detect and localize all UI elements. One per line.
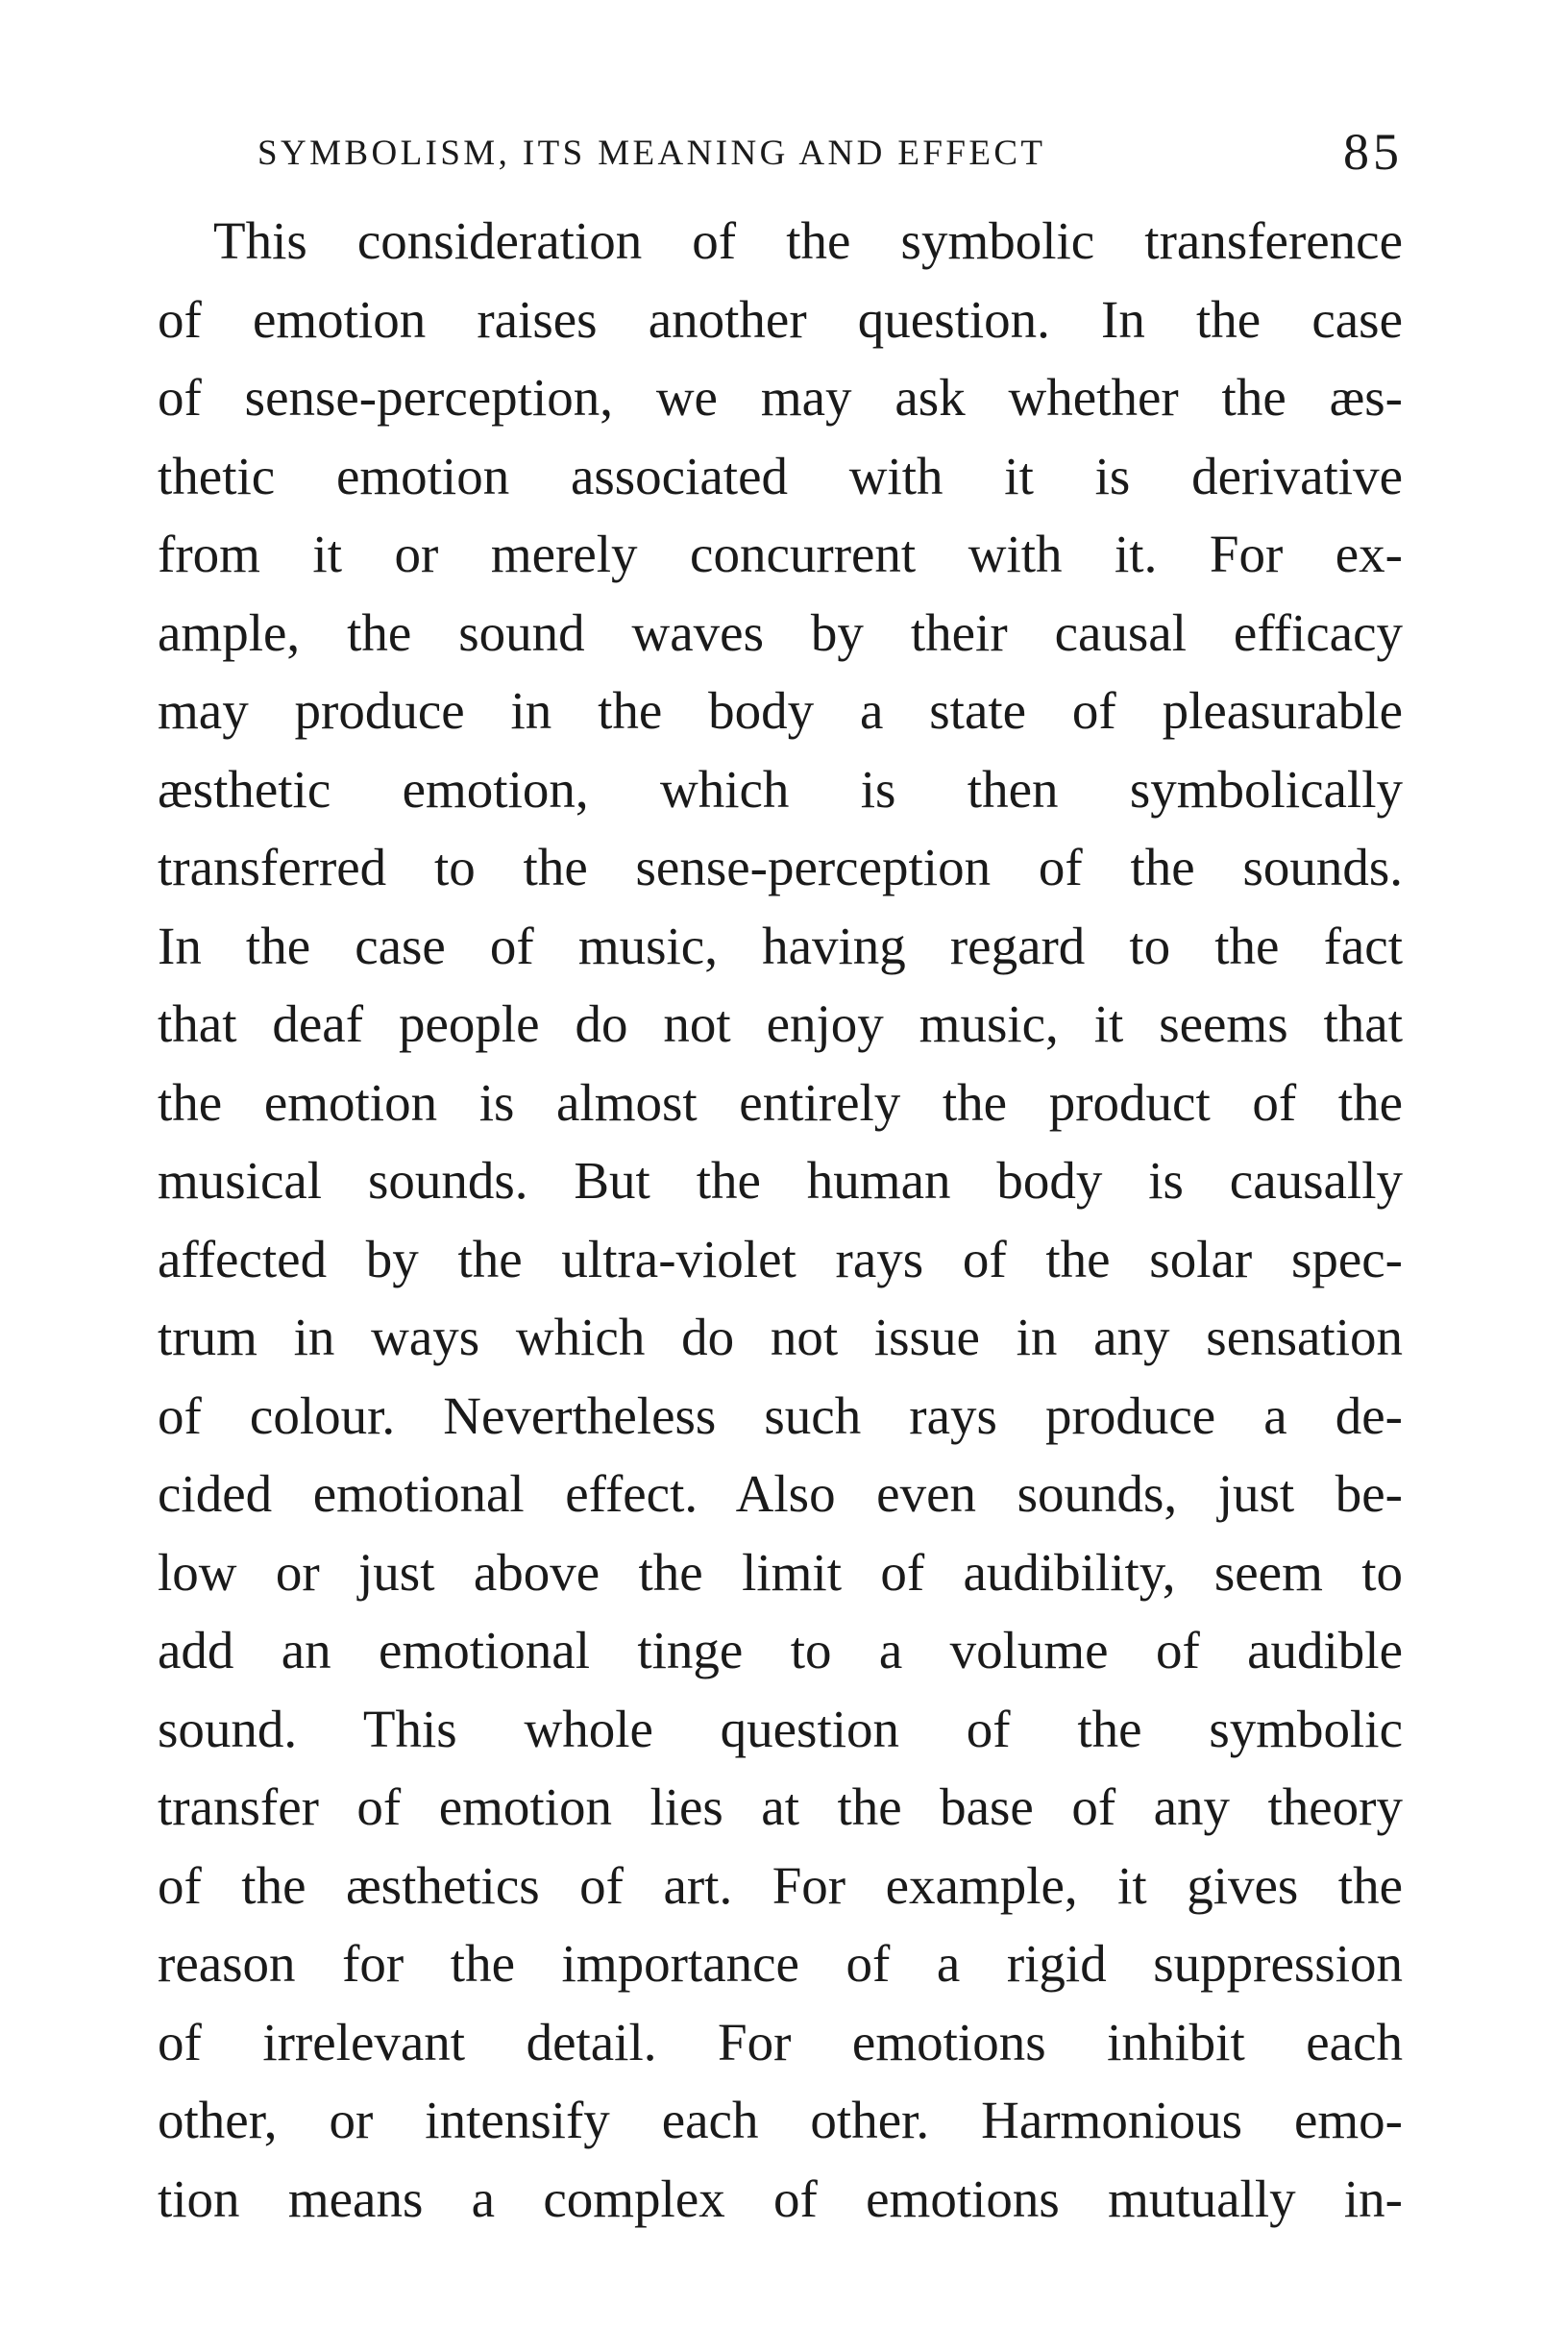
text-line: musical sounds. But the human body is causally xyxy=(158,1151,1403,1210)
text-line: This consideration of the symbolic transference xyxy=(213,211,1403,270)
page-number: 85 xyxy=(1343,123,1403,181)
body-text xyxy=(158,202,1403,2238)
text-line: sound. This whole question of the symbolic xyxy=(158,1699,1403,1758)
text-line: cided emotional effect. Also even sounds, just be- xyxy=(158,1464,1403,1523)
text-line: of irrelevant detail. For emotions inhibit each xyxy=(158,2012,1403,2071)
text-line: In the case of music, having regard to the fact xyxy=(158,916,1403,975)
text-line: of emotion raises another question. In the case xyxy=(158,289,1403,349)
text-line: the emotion is almost entirely the product of the xyxy=(158,1072,1403,1132)
text-line: of colour. Nevertheless such rays produce a de- xyxy=(158,1385,1403,1445)
text-line: low or just above the limit of audibility, seem to xyxy=(158,1542,1403,1602)
running-head xyxy=(257,123,1403,184)
text-line: transferred to the sense-perception of the sounds. xyxy=(158,838,1403,896)
text-line: other, or intensify each other. Harmonious emo- xyxy=(158,2091,1403,2149)
text-line: from it or merely concurrent with it. For ex- xyxy=(158,525,1403,583)
text-line: that deaf people do not enjoy music, it seems that xyxy=(158,994,1403,1053)
text-line: of sense-perception, we may ask whether the æs- xyxy=(158,368,1403,427)
text-line: transfer of emotion lies at the base of any theory xyxy=(158,1777,1403,1836)
running-title: SYMBOLISM, ITS MEANING AND EFFECT xyxy=(257,134,1046,173)
text-line: may produce in the body a state of pleasurable xyxy=(158,681,1403,740)
text-line: thetic emotion associated with it is derivative xyxy=(158,446,1403,505)
text-line: of the æsthetics of art. For example, it gives the xyxy=(158,1855,1403,1915)
text-line: affected by the ultra-violet rays of the solar spec- xyxy=(158,1229,1403,1288)
text-line: ample, the sound waves by their causal efficacy xyxy=(158,602,1403,662)
text-line: reason for the importance of a rigid suppression xyxy=(158,1934,1403,1993)
text-line: æsthetic emotion, which is then symbolically xyxy=(158,759,1403,819)
text-line: add an emotional tinge to a volume of audible xyxy=(158,1621,1403,1679)
text-line: trum in ways which do not issue in any sensation xyxy=(158,1308,1403,1366)
text-line: tion means a complex of emotions mutually in- xyxy=(158,2168,1403,2228)
